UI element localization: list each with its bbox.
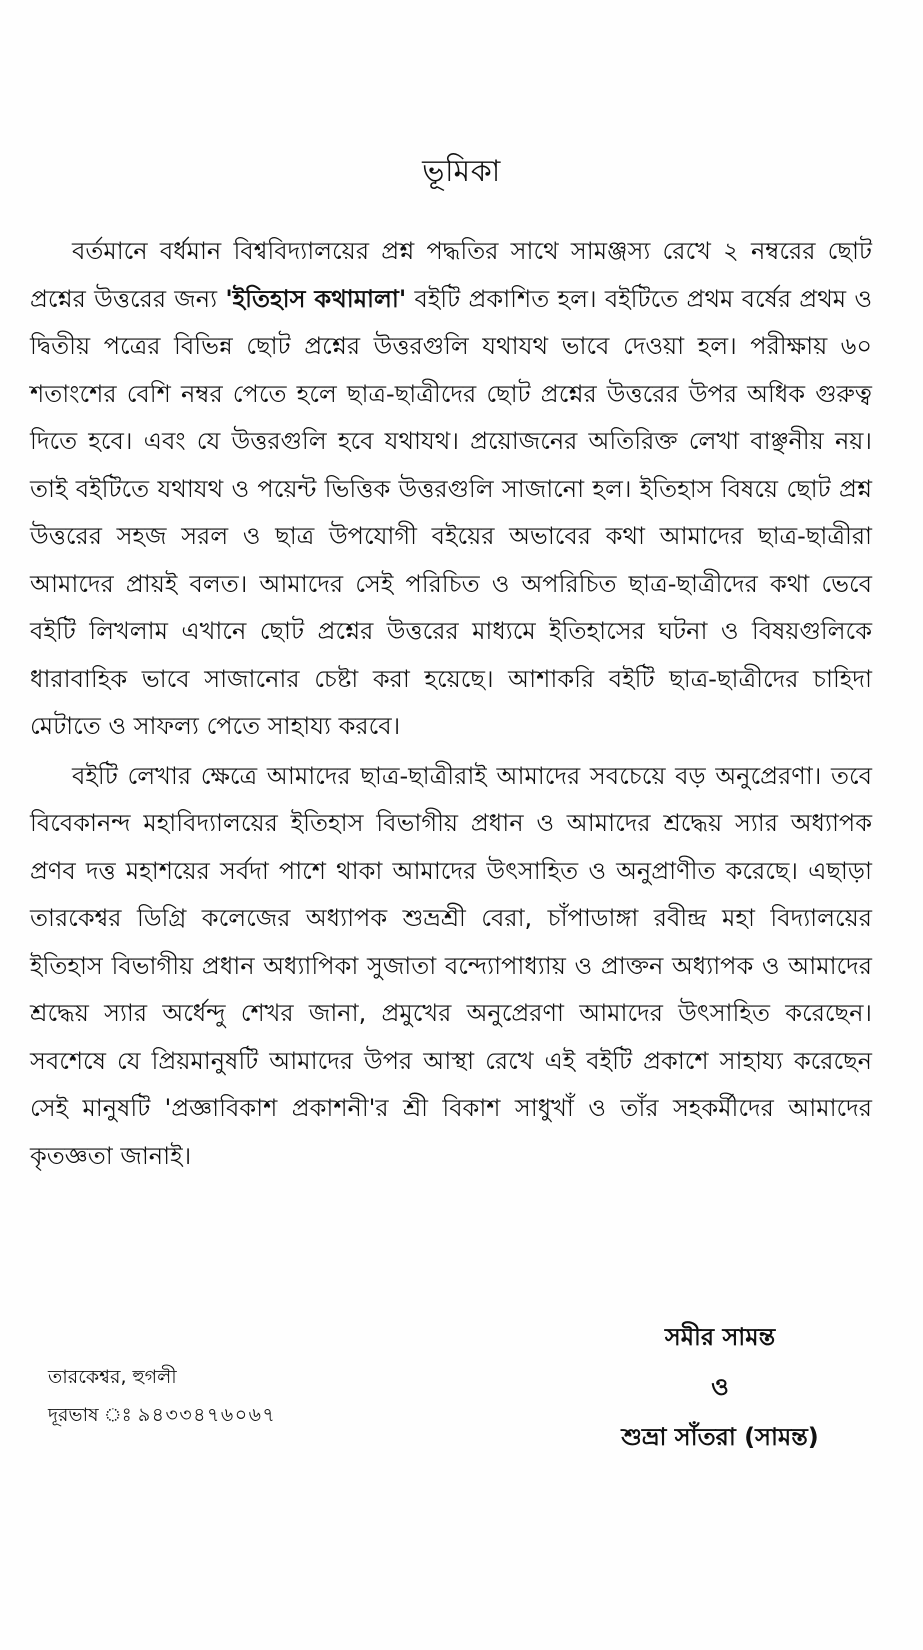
phone-label: দূরভাষ — [48, 1404, 99, 1426]
author-conjunction: ও — [711, 1373, 729, 1401]
book-title-text: 'ইতিহাস কথামালা' — [225, 284, 407, 313]
paragraph-1-opening-text: বর্তমানে বর্ধমান বিশ্ববিদ্যালয়ের প্রশ্ন পদ্ধতির সাথে সামঞ্জস্য রেখে ২ নম্বরের ছোট প্রশ্নের উত্তরের জন্য — [30, 237, 872, 313]
author-signature — [560, 1312, 880, 1462]
paragraph-1-closing-text: বইটি প্রকাশিত হল। বইটিতে প্রথম বর্ষের প্রথম ও দ্বিতীয় পত্রের বিভিন্ন ছোট প্রশ্নের উত্তরগুলি যথাযথ ভাবে দেওয়া হল। পরীক্ষায় ৬০ শতাংশের বেশি নম্বর পেতে হলে ছাত্র-ছাত্রীদের ছোট প্রশ্নের উত্তরের উপর অধিক গুরুত্ব দিতে হবে। এবং যে উত্তরগুলি হবে যথাযথ। প্রয়োজনের অতিরিক্ত লেখা বাঞ্ছনীয় নয়। তাই বইটিতে যথাযথ ও পয়েন্ট ভিত্তিক উত্তরগুলি সাজানো হল। ইতিহাস বিষয়ে ছোট প্রশ্ন উত্তরের সহজ সরল ও ছাত্র উপযোগী বইয়ের অভাবের কথা আমাদের ছাত্র-ছাত্রীরা আমাদের প্রায়ই বলত। আমাদের সেই পরিচিত ও অপরিচিত ছাত্র-ছাত্রীদের কথা ভেবে বইটি লিখলাম এখানে ছোট প্রশ্নের উত্তরের মাধ্যমে ইতিহাসের ঘটনা ও বিষয়গুলিকে ধারাবাহিক ভাবে সাজানোর চেষ্টা করা হয়েছে। আশাকরি বইটি ছাত্র-ছাত্রীদের চাহিদা মেটাতে ও সাফল্য পেতে সাহায্য করবে। — [30, 284, 872, 740]
page-title: ভূমিকা — [422, 154, 501, 190]
phone-line — [48, 1396, 388, 1434]
author-first-name: সমীর সামন্ত — [664, 1323, 776, 1351]
phone-number: ৯৪৩৩৪৭৬০৬৭ — [137, 1404, 277, 1426]
place-and-contact — [48, 1358, 388, 1434]
preface-paragraph-1 — [30, 228, 872, 751]
place-text: তারকেশ্বর, হুগলী — [48, 1366, 177, 1388]
preface-paragraph-2: বইটি লেখার ক্ষেত্রে আমাদের ছাত্র-ছাত্রীরাই আমাদের সবচেয়ে বড় অনুপ্রেরণা। তবে বিবেকানন্দ মহাবিদ্যালয়ের ইতিহাস বিভাগীয় প্রধান ও আমাদের শ্রদ্ধেয় স্যার অধ্যাপক প্রণব দত্ত মহাশয়ের সর্বদা পাশে থাকা আমাদের উৎসাহিত ও অনুপ্রাণীত করেছে। এছাড়া তারকেশ্বর ডিগ্রি কলেজের অধ্যাপক শুভ্রশ্রী বেরা, চাঁপাডাঙ্গা রবীন্দ্র মহা বিদ্যালয়ের ইতিহাস বিভাগীয় প্রধান অধ্যাপিকা সুজাতা বন্দ্যোপাধ্যায় ও প্রাক্তন অধ্যাপক ও আমাদের শ্রদ্ধেয় স্যার অর্ধেন্দু শেখর জানা, প্রমুখের অনুপ্রেরণা আমাদের উৎসাহিত করেছেন। সবশেষে যে প্রিয়মানুষটি আমাদের উপর আস্থা রেখে এই বইটি প্রকাশে সাহায্য করেছেন সেই মানুষটি 'প্রজ্ঞাবিকাশ প্রকাশনী'র শ্রী বিকাশ সাধুখাঁ ও তাঁর সহকর্মীদের আমাদের কৃতজ্ঞতা জানাই। — [30, 761, 872, 1170]
preface-body — [30, 228, 872, 1180]
author-second-name: শুভ্রা সাঁতরা (সামন্ত) — [621, 1423, 819, 1451]
